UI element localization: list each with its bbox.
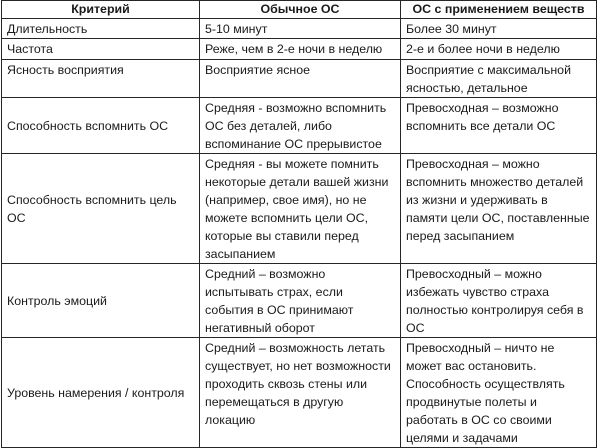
criterion-cell: Ясность восприятия (2, 60, 200, 98)
substance-cell: Превосходная – возможно вспомнить все детали ОС (401, 98, 597, 154)
normal-cell: Восприятие ясное (200, 60, 401, 98)
normal-cell: 5-10 минут (200, 19, 401, 39)
criterion-cell: Способность вспомнить ОС (2, 98, 200, 154)
table-row-intention-control (2, 338, 597, 448)
criterion-cell: Способность вспомнить цель ОС (2, 154, 200, 264)
criterion-cell: Уровень намерения / контроля (2, 338, 200, 448)
substance-cell: 2-е и более ночи в неделю (401, 39, 597, 60)
normal-cell: Средний – возможность летать существует, но нет возможности проходить сквозь стены или перемещаться в другую локацию (200, 338, 401, 448)
header-normal-ld: Обычное ОС (200, 1, 401, 19)
comparison-table-container (1, 0, 597, 448)
substance-cell: Превосходный – ничто не может вас остановить. Способность осуществлять продвинутые полеты и работать в ОС со своими целями и задачами (401, 338, 597, 448)
table-row-goal-recall (2, 154, 597, 264)
table-row-clarity (2, 60, 597, 98)
substance-cell: Восприятие с максимальной ясностью, детальное (401, 60, 597, 98)
criterion-cell: Длительность (2, 19, 200, 39)
criterion-cell: Контроль эмоций (2, 264, 200, 338)
normal-cell: Средний – возможно испытывать страх, если события в ОС принимают негативный оборот (200, 264, 401, 338)
normal-cell: Средняя - вы можете помнить некоторые детали вашей жизни (например, свое имя), но не можете вспомнить цели ОС, которые вы ставили перед засыпанием (200, 154, 401, 264)
table-row-emotion-control (2, 264, 597, 338)
substance-cell: Более 30 минут (401, 19, 597, 39)
table-header-row (2, 1, 597, 19)
substance-cell: Превосходная – можно вспомнить множество деталей из жизни и удерживать в памяти цели ОС, поставленные перед засыпанием (401, 154, 597, 264)
substance-cell: Превосходный – можно избежать чувство страха полностью контролируя себя в ОС (401, 264, 597, 338)
table-row-duration (2, 19, 597, 39)
comparison-table (1, 0, 597, 448)
header-substance-ld: ОС с применением веществ (401, 1, 597, 19)
header-criterion: Критерий (2, 1, 200, 19)
criterion-cell: Частота (2, 39, 200, 60)
normal-cell: Средняя - возможно вспомнить ОС без деталей, либо вспоминание ОС прерывистое (200, 98, 401, 154)
table-row-recall (2, 98, 597, 154)
table-row-frequency (2, 39, 597, 60)
normal-cell: Реже, чем в 2-е ночи в неделю (200, 39, 401, 60)
